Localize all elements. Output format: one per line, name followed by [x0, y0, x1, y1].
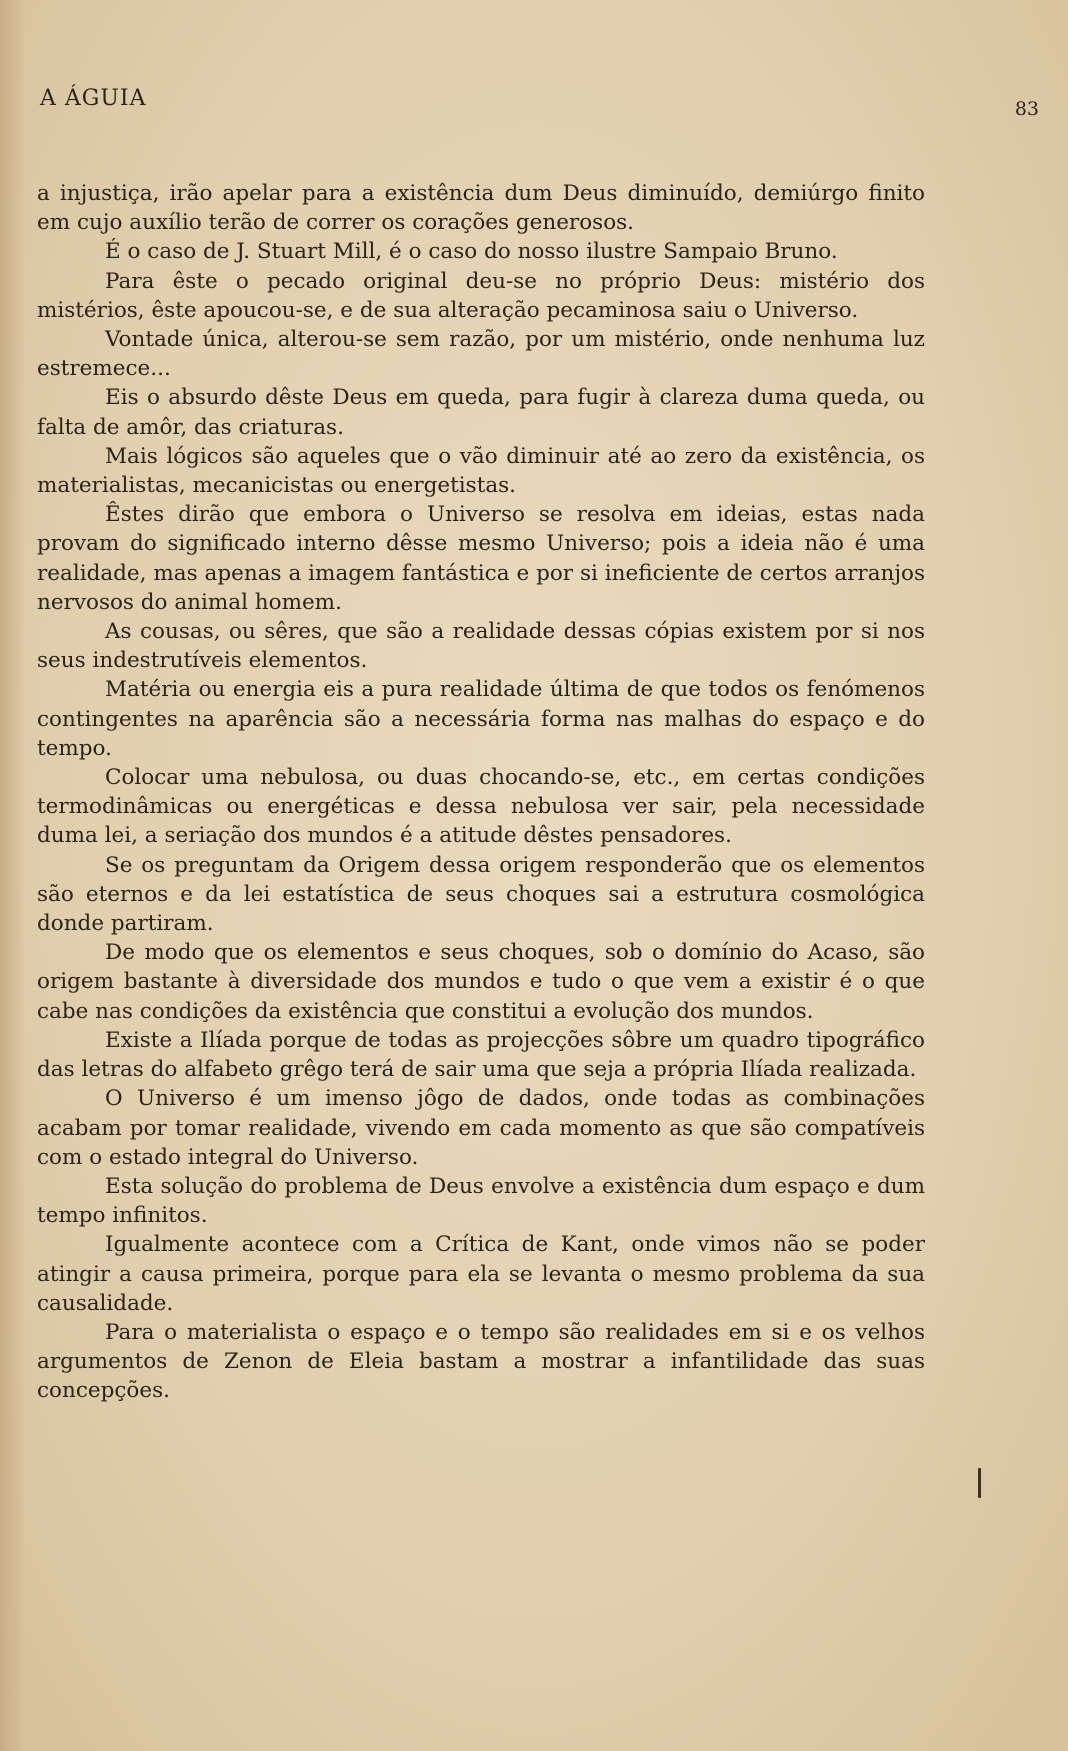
paragraph: Para o materialista o espaço e o tempo são realidades em si e os velhos argumentos de Zenon de Eleia bastam a mostrar a infantilidade das suas concepções.	[37, 1319, 925, 1404]
paragraph: O Universo é um imenso jôgo de dados, onde todas as combinações acabam por tomar realidade, vivendo em cada momento as que são compatíveis com o estado integral do Universo.	[37, 1086, 925, 1170]
paragraph: Colocar uma nebulosa, ou duas chocando-se, etc., em certas condições termodinâmicas ou energéticas e dessa nebulosa ver sair, pela necessidade duma lei, a seriação dos mundos é a atitude dêstes pensadores.	[37, 765, 925, 849]
paragraph: Esta solução do problema de Deus envolve a existência dum espaço e dum tempo infinitos.	[37, 1173, 925, 1229]
paragraph: As cousas, ou sêres, que são a realidade dessas cópias existem por si nos seus indestrutíveis elementos.	[37, 619, 925, 674]
paragraph: a injustiça, irão apelar para a existência dum Deus diminuído, demiúrgo finito em cujo auxílio terão de correr os corações generosos.	[37, 181, 925, 236]
paragraph: Vontade única, alterou-se sem razão, por um mistério, onde nenhuma luz estremece...	[37, 327, 925, 382]
paragraph: De modo que os elementos e seus choques, sob o domínio do Acaso, são origem bastante à diversidade dos mundos e tudo o que vem a existir é o que cabe nas condições da existência que constitui a evolução dos mundos.	[37, 940, 925, 1024]
paragraph: Matéria ou energia eis a pura realidade última de que todos os fenómenos contingentes na aparência são a necessária forma nas malhas do espaço e do tempo.	[37, 677, 925, 761]
paragraph: Eis o absurdo dêste Deus em queda, para fugir à clareza duma queda, ou falta de amôr, das criaturas.	[37, 385, 925, 440]
paragraph: Existe a Ilíada porque de todas as projecções sôbre um quadro tipográfico das letras do alfabeto grêgo terá de sair uma que seja a própria Ilíada realizada.	[37, 1027, 925, 1083]
paragraph: Para êste o pecado original deu-se no próprio Deus: mistério dos mistérios, êste apoucou-se, e de sua alteração pecaminosa saiu o Universo.	[37, 268, 925, 323]
margin-mark	[978, 1468, 981, 1498]
page-number: 83	[1014, 98, 1039, 120]
paragraph: Se os preguntam da Origem dessa origem responderão que os elementos são eternos e da lei estatística de seus choques sai a estrutura cosmológica donde partiram.	[37, 852, 925, 937]
running-title: A ÁGUIA	[40, 86, 147, 111]
body-text	[37, 179, 925, 1406]
paragraph: Igualmente acontece com a Crítica de Kant, onde vimos não se poder atingir a causa primeira, porque para ela se levanta o mesmo problema da sua causalidade.	[37, 1232, 925, 1316]
paragraph: É o caso de J. Stuart Mill, é o caso do nosso ilustre Sampaio Bruno.	[105, 239, 838, 265]
paragraph: Êstes dirão que embora o Universo se resolva em ideias, estas nada provam do significado interno dêsse mesmo Universo; pois a ideia não é uma realidade, mas apenas a imagem fantástica e por si ineficiente de certos arranjos nervosos do animal homem.	[37, 502, 925, 615]
paragraph: Mais lógicos são aqueles que o vão diminuir até ao zero da existência, os materialistas, mecanicistas ou energetistas.	[37, 443, 925, 499]
page-header	[40, 86, 1039, 120]
